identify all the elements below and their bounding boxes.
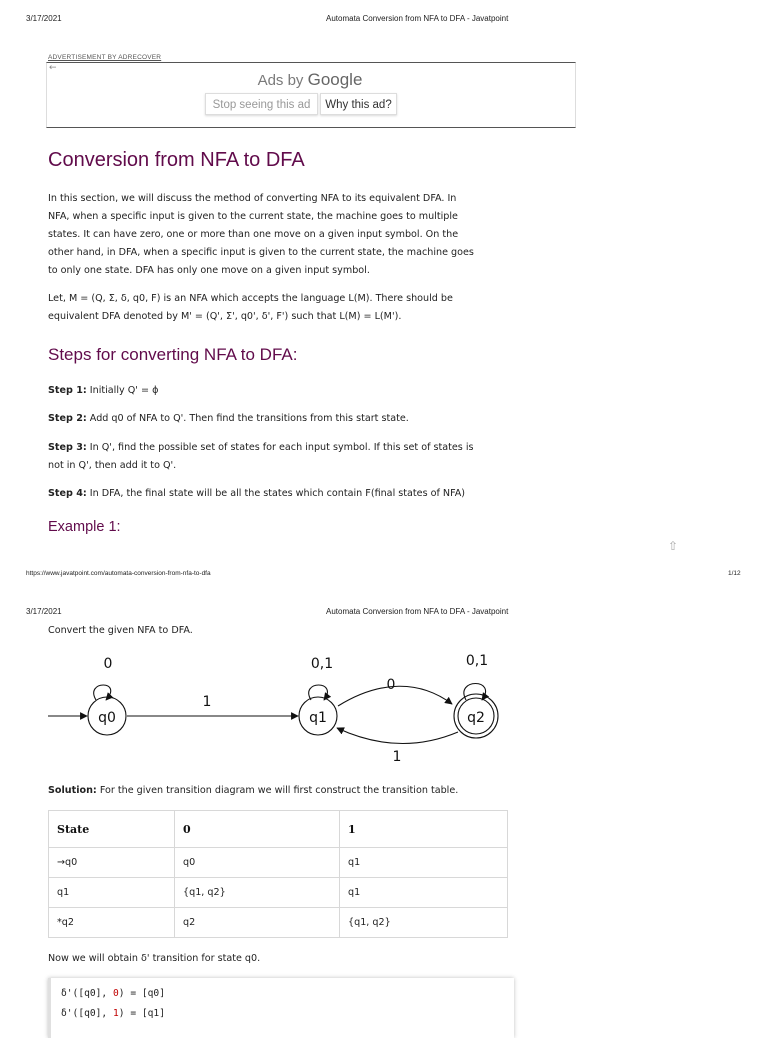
print-date: 3/17/2021 [26,607,62,616]
step-label: Step 1: [48,385,87,396]
solution-paragraph [48,782,458,800]
scroll-up-icon[interactable]: ⇧ [668,539,679,553]
google-logo-text: Google [307,70,363,89]
text-line: NFA, when a specific input is given to the current state, the machine goes to multiple [48,211,458,222]
footer-url: https://www.javatpoint.com/automata-conversion-from-nfa-to-dfa [26,570,211,577]
why-this-ad-button[interactable]: Why this ad? [320,93,397,115]
table-cell: q1 [340,878,508,908]
step-text: Initially Q' = ϕ [89,385,159,396]
obtain-paragraph: Now we will obtain δ' transition for state q0. [48,953,261,964]
intro-paragraph [48,190,518,280]
state-label-q2: q2 [467,710,485,726]
ad-label: ADVERTISEMENT BY ADRECOVER [48,54,162,61]
step-text: In Q', find the possible set of states for each input symbol. If this set of states is [89,442,474,453]
print-date: 3/17/2021 [26,14,62,23]
footer-page-number: 1/12 [728,570,741,577]
ads-by-text: Ads by [257,72,304,89]
step-label: Step 3: [48,442,87,453]
loop-q0-label: 0 [103,656,113,672]
step-label: Step 2: [48,413,87,424]
edge-q2-q1-label: 1 [392,749,402,765]
table-header-row [49,811,508,848]
column-header: 0 [175,811,340,848]
edge-q2-q1 [337,728,458,744]
solution-text: For the given transition diagram we will first construct the transition table. [96,785,459,796]
step-text: Add q0 of NFA to Q'. Then find the transitions from this start state. [89,413,409,424]
print-header-title: Automata Conversion from NFA to DFA - Javatpoint [326,607,509,616]
page-title: Conversion from NFA to DFA [48,149,305,171]
loop-q2-label: 0,1 [465,653,489,669]
convert-intro: Convert the given NFA to DFA. [48,625,193,636]
stop-seeing-ad-button[interactable]: Stop seeing this ad [205,93,318,115]
step-label: Step 4: [48,488,87,499]
table-row [49,878,508,908]
edge-q0-q1-label: 1 [202,694,212,710]
edge-q1-q2-label: 0 [386,677,396,693]
step-2 [48,410,518,428]
table-row [49,848,508,878]
table-cell: q2 [175,908,340,938]
text-line: In this section, we will discuss the method of converting NFA to its equivalent DFA. In [48,193,457,204]
step-1 [48,382,518,400]
text-line: Let, M = (Q, Σ, δ, q0, F) is an NFA which accepts the language L(M). There should be [48,293,453,304]
step-text: In DFA, the final state will be all the states which contain F(final states of NFA) [89,488,466,499]
solution-label: Solution: [48,785,97,796]
step-3 [48,439,518,475]
table-cell: q0 [175,848,340,878]
column-header: State [49,811,175,848]
steps-heading: Steps for converting NFA to DFA: [48,345,298,364]
table-row [49,908,508,938]
print-header-title: Automata Conversion from NFA to DFA - Javatpoint [326,14,509,23]
text-line: other hand, in DFA, when a specific input is given to the current state, the machine goes [48,247,474,258]
table-cell: {q1, q2} [340,908,508,938]
nfa-diagram [0,640,768,770]
ads-by-google [0,70,620,90]
table-cell: →q0 [49,848,175,878]
state-label-q0: q0 [98,710,116,726]
table-cell: q1 [49,878,175,908]
table-cell: *q2 [49,908,175,938]
text-line: states. It can have zero, one or more than one move on a given input symbol. On the [48,229,459,240]
back-arrow-icon[interactable]: ← [49,63,57,73]
example-heading: Example 1: [48,519,121,535]
transition-table [48,810,508,938]
table-cell: q1 [340,848,508,878]
code-block [48,978,514,1038]
step-text: not in Q', then add it to Q'. [48,460,177,471]
state-label-q1: q1 [309,710,327,726]
step-4 [48,485,518,503]
loop-q1-label: 0,1 [310,656,334,672]
text-line: to only one state. DFA has only one move on a given input symbol. [48,265,370,276]
definition-paragraph [48,290,518,326]
column-header: 1 [340,811,508,848]
text-line: equivalent DFA denoted by M' = (Q', Σ', q0', δ', F') such that L(M) = L(M'). [48,311,402,322]
code-line: δ'([q0], 0) = [q0] [61,988,165,999]
code-line: δ'([q0], 1) = [q1] [61,1008,165,1019]
table-cell: {q1, q2} [175,878,340,908]
